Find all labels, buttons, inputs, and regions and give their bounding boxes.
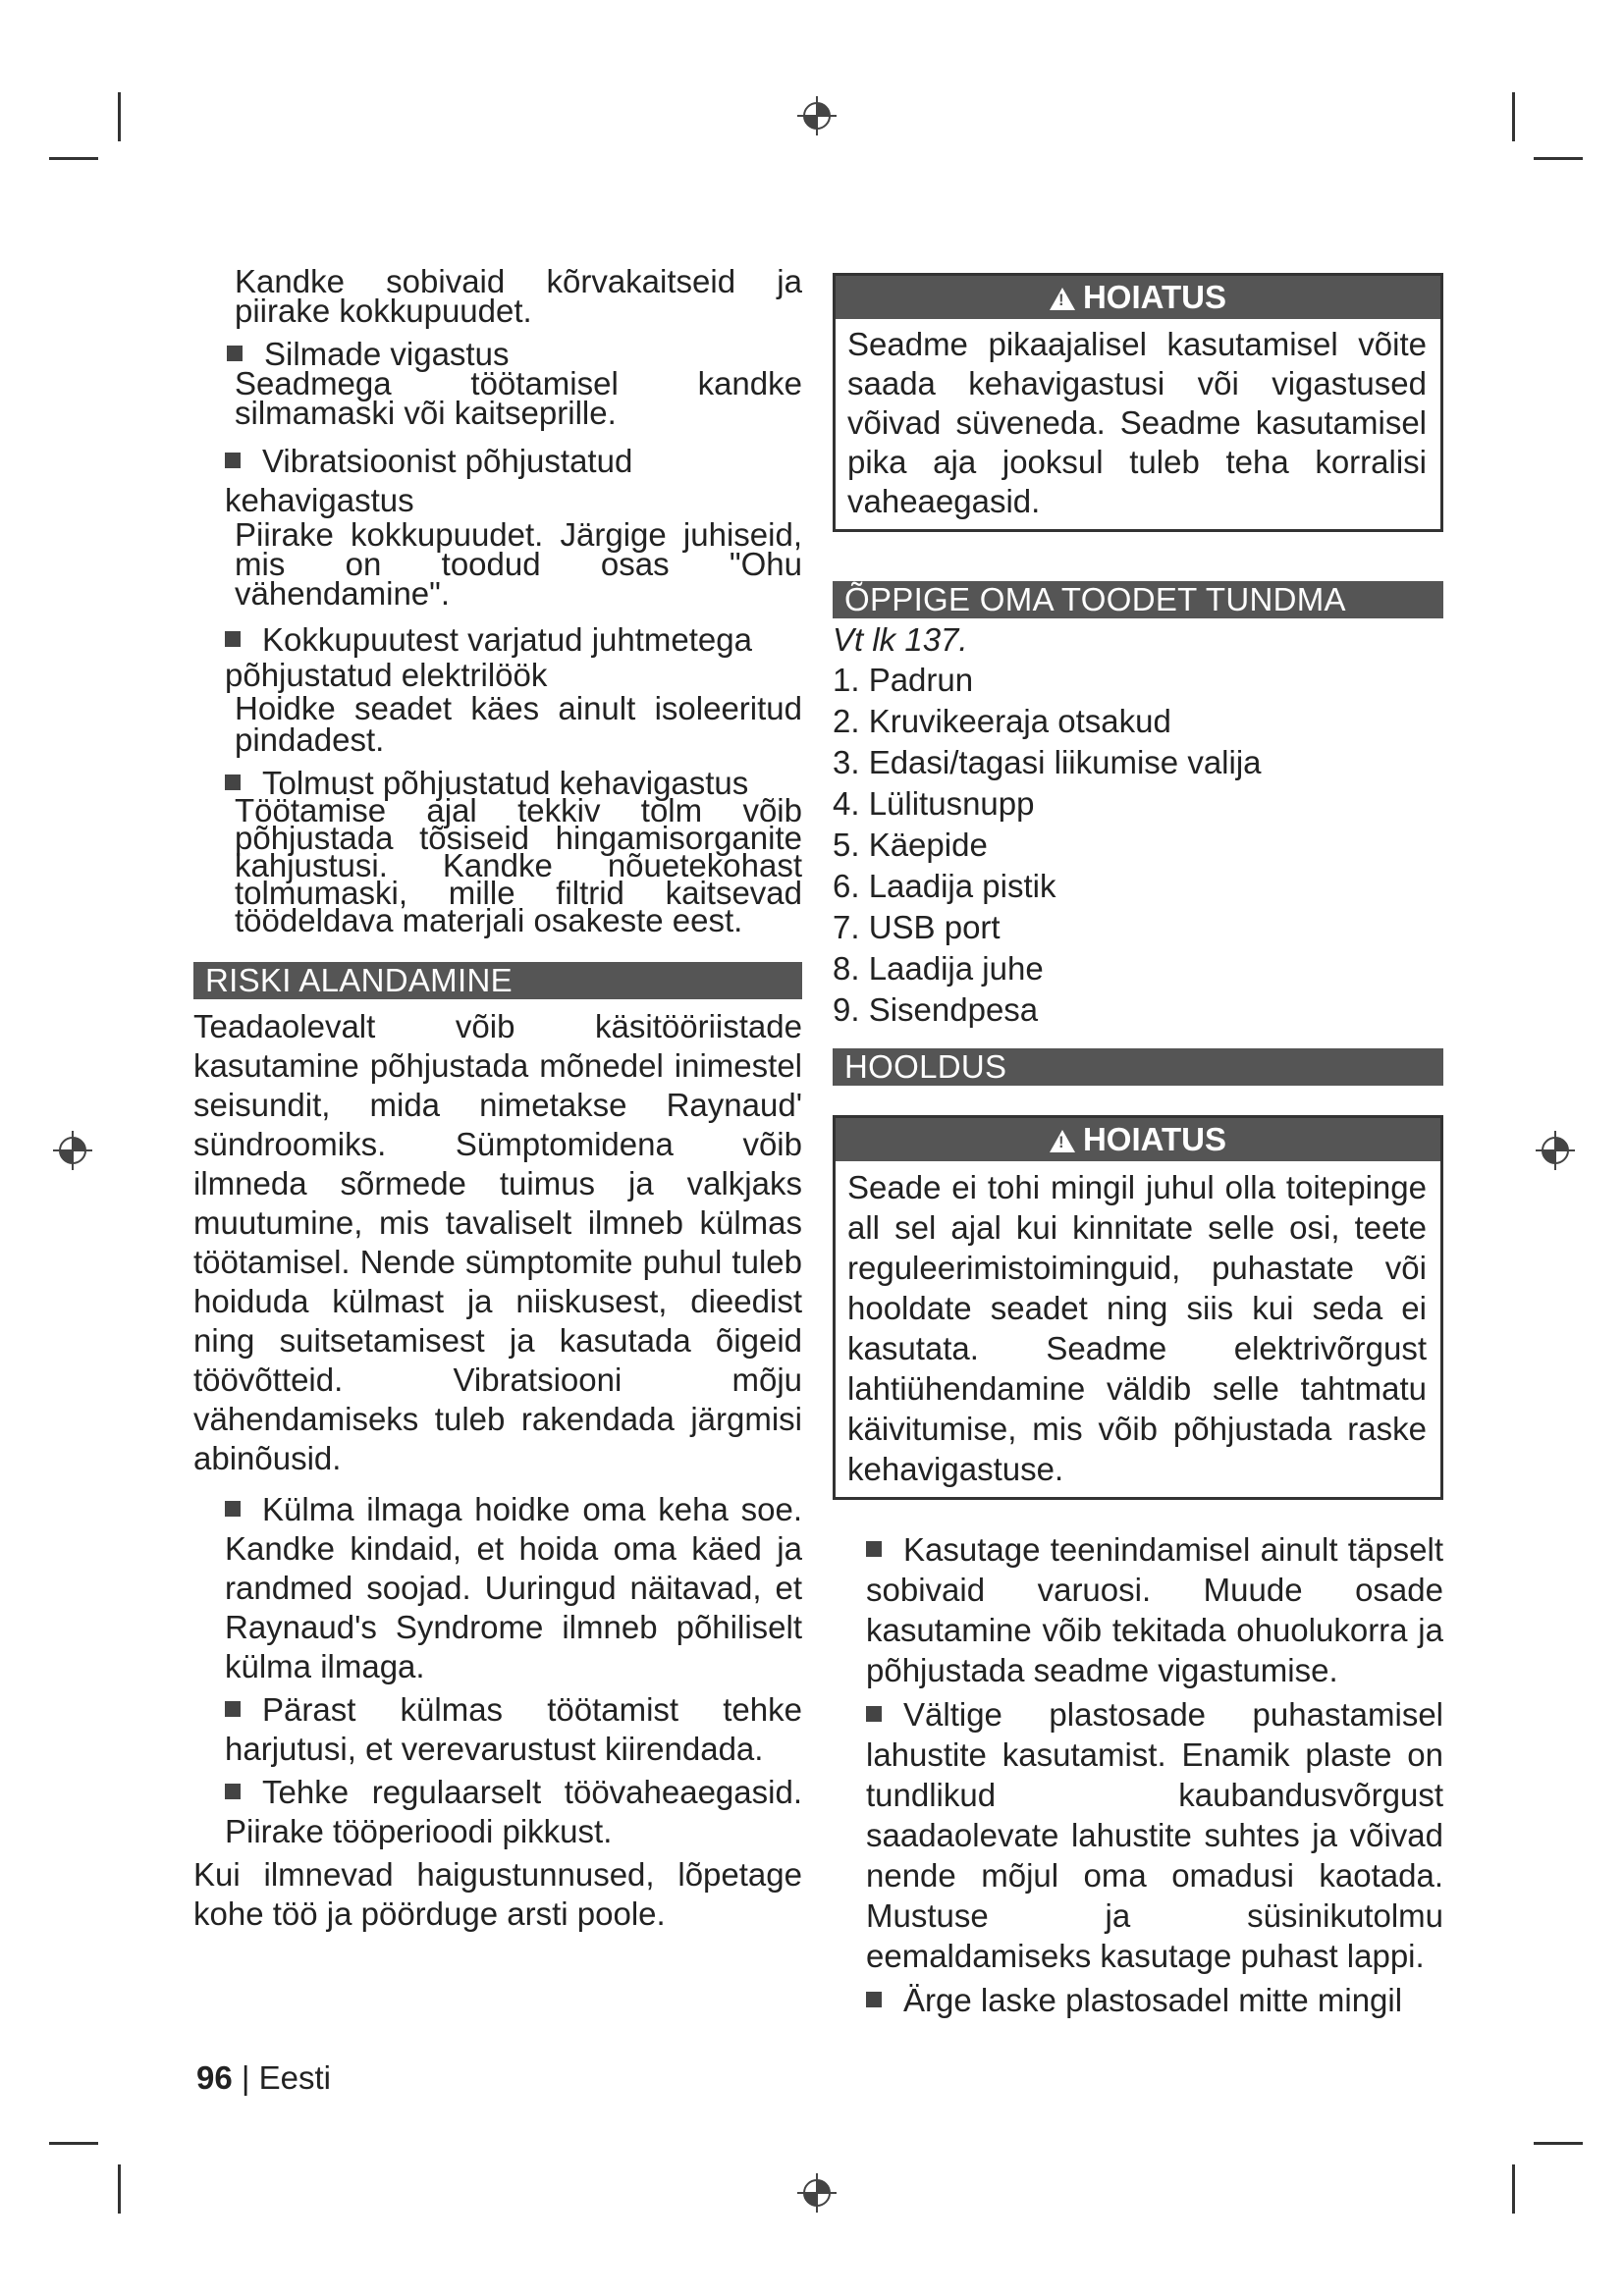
bullet-icon [866,1541,882,1557]
risk-bullet-text: Külma ilmaga hoidke oma keha soe. Kandke kindaid, et hoida oma käed ja randmed soojad. Uuringud näitavad, et Raynaud's Syndrome ilmneb põhiliselt külma ilmaga. [225,1491,802,1684]
service-bullet [866,1529,1443,1690]
know-product-heading: ÕPPIGE OMA TOODET TUNDMA [833,581,1443,618]
list-item: 8. Laadija juhe [833,950,1044,987]
warning-icon [1050,288,1075,310]
registration-mark-icon [795,94,839,137]
hazard-text: Piirake kokkupuudet. Järgige juhiseid, mis on toodud osas "Ohu vähendamine". [235,516,802,612]
risk-closing: Kui ilmnevad haigustunnused, lõpetage kohe töö ja pöörduge arsti poole. [193,1856,802,1932]
bullet-icon [227,346,243,361]
warning-icon [1050,1130,1075,1152]
hazard-title: Kokkupuutest varjatud juhtmetega põhjustatud elektrilöök [225,621,752,693]
see-page-ref: Vt lk 137. [833,621,968,658]
registration-mark-icon [795,2171,839,2215]
list-item: 9. Sisendpesa [833,991,1039,1028]
warning-text: Seadme pikaajalisel kasutamisel võite saada kehavigastusi või vigastused võivad süveneda. Seadme kasutamisel pika aja jooksul tuleb teha korralisi vaheaegasid. [847,326,1427,519]
registration-mark-icon [1534,1129,1577,1172]
hazard-text: Hoidke seadet käes ainult isoleeritud pindadest. [235,690,802,758]
service-bullet [866,1694,1443,1976]
crop-mark [1534,157,1583,160]
hazard-item [193,765,802,938]
crop-mark [1512,2164,1515,2214]
service-bullet [866,1980,1443,2020]
bullet-icon [225,453,241,468]
risk-bullet-text: Tehke regulaarselt töövaheaegasid. Piirake tööperioodi pikkust. [225,1774,802,1849]
footer-language: Eesti [258,2059,332,2096]
warning-title: HOIATUS [1082,279,1227,315]
list-item: 4. Lülitusnupp [833,785,1035,822]
crop-mark [118,92,121,141]
hazard-item [193,622,802,756]
bullet-icon [225,631,241,647]
risk-bullet-text: Pärast külmas töötamist tehke harjutusi, et verevarustust kiirendada. [225,1691,802,1767]
bullet-icon [225,774,241,790]
risk-bullet [193,1490,802,1686]
hazard-item [193,336,802,431]
crop-mark [49,157,98,160]
list-item: 1. Padrun [833,662,974,698]
hazard-item [193,442,802,612]
intro-text: Kandke sobivaid kõrvakaitseid ja piirake kokkupuudet. [235,263,802,329]
page-footer: 96 | Eesti [196,2059,332,2096]
warning-box [833,1115,1443,1500]
service-bullet-text: Kasutage teenindamisel ainult täpselt sobivaid varuosi. Muude osade kasutamine võib tekitada ohuolukorra ja põhjustada seadme vigastumise. [866,1531,1443,1688]
right-column [833,273,1443,2024]
crop-mark [118,2164,121,2214]
hazard-text: Seadmega töötamisel kandke silmamaski või kaitseprille. [235,365,802,431]
bullet-icon [225,1784,241,1799]
bullet-icon [866,1706,882,1722]
left-column [193,263,802,1934]
risk-bullet [193,1690,802,1769]
warning-header [836,1118,1440,1161]
warning-title: HOIATUS [1082,1121,1227,1157]
risk-bullet [193,1773,802,1851]
list-item: 5. Käepide [833,827,988,863]
bullet-icon [866,1992,882,2007]
bullet-icon [225,1501,241,1517]
parts-list [833,660,1443,1031]
warning-text: Seade ei tohi mingil juhul olla toitepinge all sel ajal kui kinnitate selle osi, teete reguleerimistoiminguid, puhastate või hooldate seadet ning siis kui seda ei kasutata. Seadme elektrivõrgust lahtiühendamine väldib selle tahtmatu käivitumise, mis võib põhjustada raske kehavigastuse. [847,1169,1427,1487]
crop-mark [1512,92,1515,141]
registration-mark-icon [51,1129,94,1172]
bullet-icon [225,1701,241,1717]
page-number: 96 [196,2059,233,2096]
service-bullet-text: Vältige plastosade puhastamisel lahustite kasutamist. Enamik plaste on tundlikud kaubandusvõrgust saadaolevate lahustite suhtes ja võivad nende mõjul oma omadusi kaotada. Mustuse ja süsinikutolmu eemaldamiseks kasutage puhast lappi. [866,1696,1443,1974]
warning-header [836,276,1440,319]
risk-heading: RISKI ALANDAMINE [193,962,802,999]
hazard-title: Silmade vigastus [264,336,510,372]
crop-mark [1534,2142,1583,2145]
list-item: 3. Edasi/tagasi liikumise valija [833,744,1262,780]
service-heading: HOOLDUS [833,1048,1443,1086]
list-item: 2. Kruvikeeraja otsakud [833,703,1171,739]
crop-mark [49,2142,98,2145]
list-item: 7. USB port [833,909,1001,945]
warning-box [833,273,1443,532]
risk-text: Teadaolevalt võib käsitööriistade kasutamine põhjustada mõnedel inimestel seisundit, mida nimetakse Raynaud' sündroomiks. Sümptomidena võib ilmneda sõrmede tuimus ja valkjaks muutumine, mis tavaliselt ilmneb külmas töötamisel. Nende sümptomite puhul tuleb hoiduda külmast ja niiskusest, dieedist ning suitsetamisest ja kasutada õigeid töövõtteid. Vibratsiooni mõju vähendamiseks tuleb rakendada järgmisi abinõusid. [193,1008,802,1476]
list-item: 6. Laadija pistik [833,868,1056,904]
hazard-title: Vibratsioonist põhjustatud kehavigastus [225,443,633,518]
hazard-text: Töötamise ajal tekkiv tolm võib põhjustada tõsiseid hingamisorganite kahjustusi. Kandke nõuetekohast tolmumaski, mille filtrid kaitsevad töödeldava materjali osakeste eest. [235,792,802,938]
service-bullet-text: Ärge laske plastosadel mitte mingil [903,1982,1403,2018]
hazard-title: Tolmust põhjustatud kehavigastus [262,765,749,801]
